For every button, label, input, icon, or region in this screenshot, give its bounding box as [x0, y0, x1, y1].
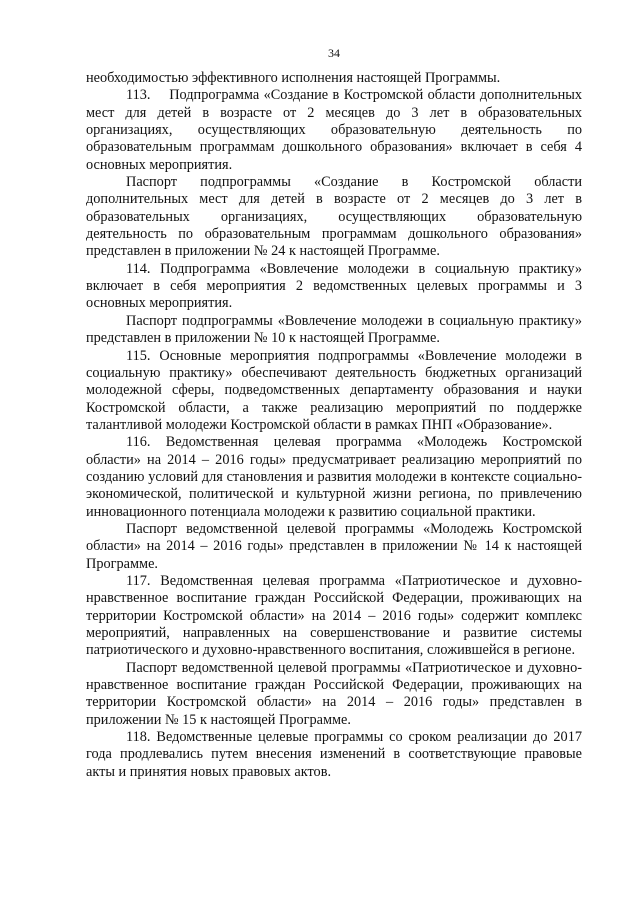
paragraph: 117. Ведомственная целевая программа «Патриотическое и духовно-нравственное воспитание граждан Российской Федерации, проживающих на территории Костромской области» на 2014 – 2016 годы» содержит комплекс мероприятий, направленных на совершенствование и развитие системы патриотического и духовно-нравственного воспитания, сложившейся в регионе. [86, 572, 582, 659]
paragraph: Паспорт ведомственной целевой программы «Патриотическое и духовно-нравственное воспитание граждан Российской Федерации, проживающих на территории Костромской области» на 2014 – 2016 годы» представлен в приложении № 15 к настоящей Программе. [86, 659, 582, 728]
paragraph: Паспорт подпрограммы «Вовлечение молодежи в социальную практику» представлен в приложении № 10 к настоящей Программе. [86, 312, 582, 347]
paragraph: 116. Ведомственная целевая программа «Молодежь Костромской области» на 2014 – 2016 годы» предусматривает реализацию мероприятий по созданию условий для становления и развития молодежи в контексте социально-экономической, политической и культурной жизни региона, по привлечению инновационного потенциала молодежи к развитию социальной практики. [86, 434, 582, 520]
paragraph: Паспорт ведомственной целевой программы «Молодежь Костромской области» на 2014 – 2016 годы» представлен в приложении № 14 к настоящей Программе. [86, 520, 582, 572]
paragraph: 118. Ведомственные целевые программы со сроком реализации до 2017 года продлевались путем внесения изменений в соответствующие правовые акты и принятия новых правовых актов. [86, 729, 582, 780]
paragraph: 113. Подпрограмма «Создание в Костромской области дополнительных мест для детей в возрасте от 2 месяцев до 3 лет в образовательных организациях, осуществляющих образовательную деятельность по образовательным программам дошкольного образования» включает в себя 4 основных мероприятия. [86, 87, 582, 173]
paragraph: 114. Подпрограмма «Вовлечение молодежи в социальную практику» включает в себя мероприятия 2 ведомственных целевых программы и 3 основных мероприятия. [86, 260, 582, 312]
document-body [86, 70, 582, 781]
paragraph: Паспорт подпрограммы «Создание в Костромской области дополнительных мест для детей в возрасте от 2 месяцев до 3 лет в образовательных организациях, осуществляющих образовательную деятельность по образовательным программам дошкольного образования» представлен в приложении № 24 к настоящей Программе. [86, 174, 582, 260]
paragraph: 115. Основные мероприятия подпрограммы «Вовлечение молодежи в социальную практику» обеспечивают деятельность бюджетных организаций молодежной сферы, подведомственных департаменту образования и науки Костромской области, а также реализацию мероприятий по поддержке талантливой молодежи Костромской области в рамках ПНП «Образование». [86, 347, 582, 433]
paragraph: необходимостью эффективного исполнения настоящей Программы. [86, 70, 501, 86]
page-number: 34 [328, 46, 340, 60]
